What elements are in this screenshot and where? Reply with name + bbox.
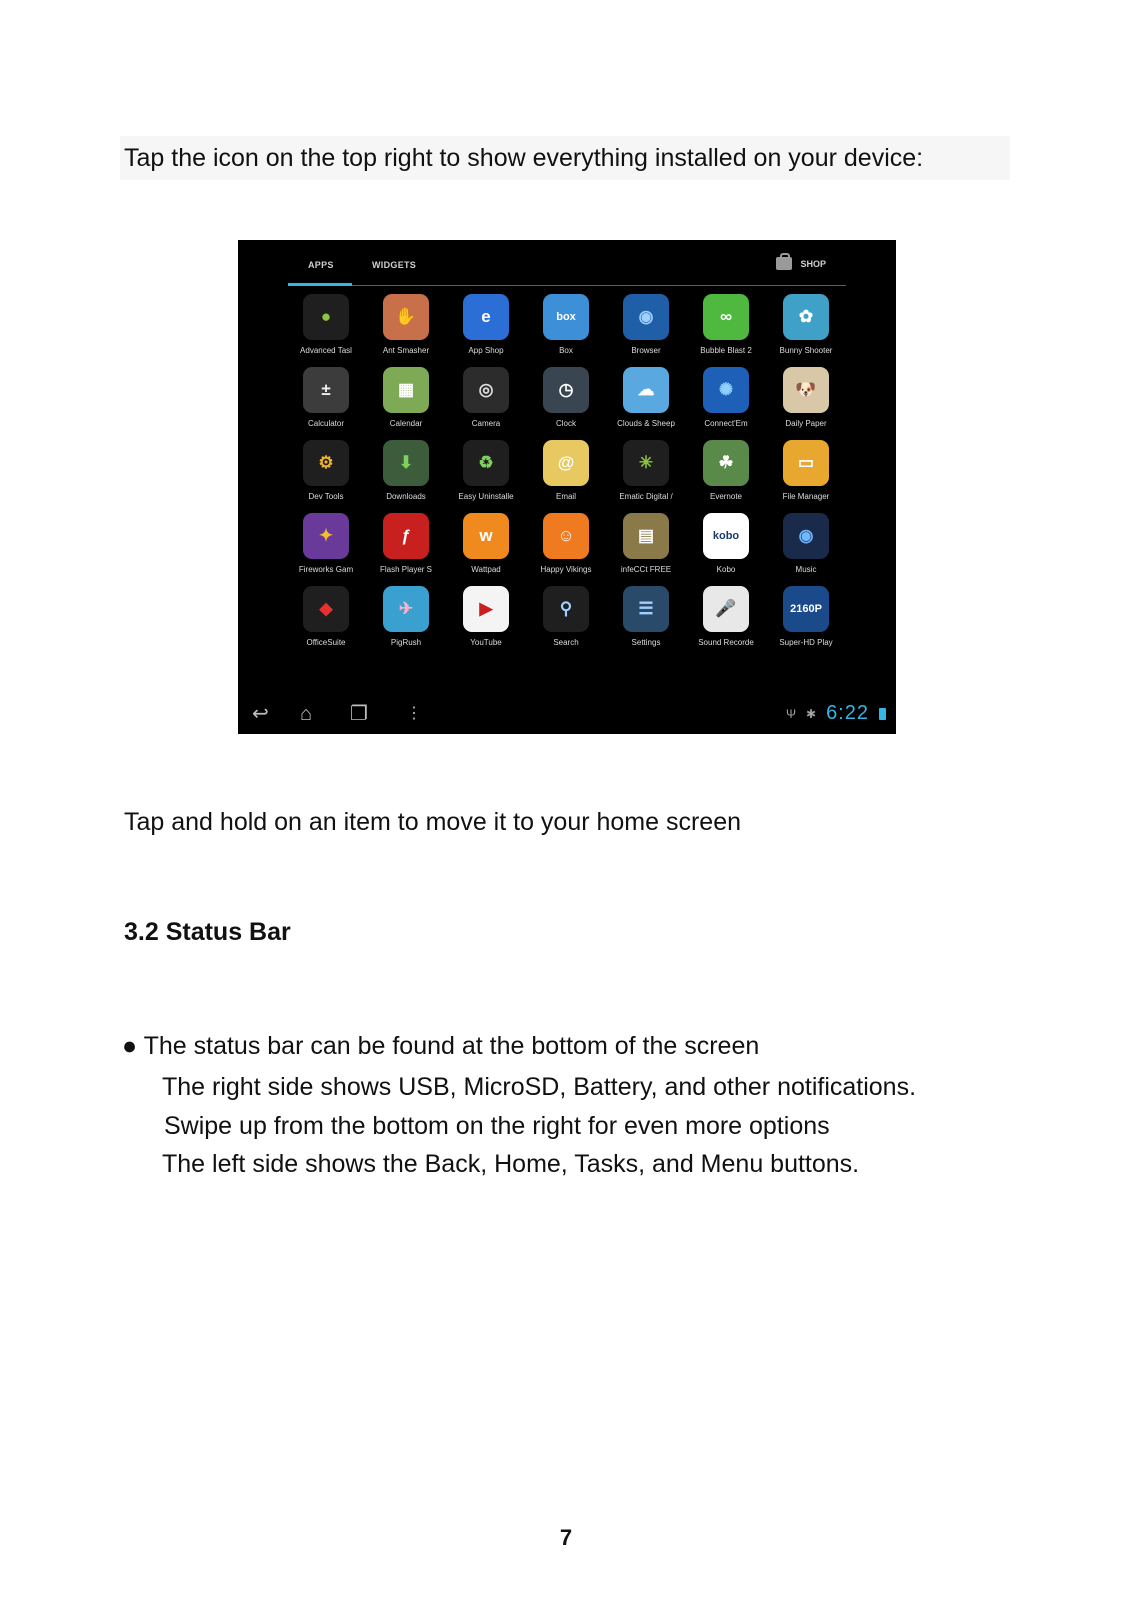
clapperboard-icon: 2160P	[783, 586, 829, 632]
hold-instruction: Tap and hold on an item to move it to your home screen	[124, 808, 742, 836]
intro-text: Tap the icon on the top right to show everything installed on your device:	[120, 136, 1010, 180]
flash-player-icon: ƒ	[383, 513, 429, 559]
app-label: Search	[553, 638, 579, 647]
search-icon: ⚲	[543, 586, 589, 632]
app-drawer-tabs	[288, 240, 846, 286]
app-label: Music	[795, 565, 817, 574]
app-label: Daily Paper	[785, 419, 827, 428]
globe-icon: ◉	[623, 294, 669, 340]
speaker-icon: ◉	[783, 513, 829, 559]
tab-apps[interactable]: APPS	[308, 260, 334, 270]
usb-icon: Ψ	[785, 706, 796, 721]
app-label: Wattpad	[471, 565, 501, 574]
status-clock: 6:22	[826, 702, 869, 724]
pig-rush-icon: ✈	[383, 586, 429, 632]
app-item[interactable]	[686, 294, 766, 367]
app-label: Clouds & Sheep	[617, 419, 675, 428]
app-label: Advanced Tasl	[300, 346, 352, 355]
app-item[interactable]	[526, 586, 606, 659]
app-item[interactable]	[606, 440, 686, 513]
app-label: Dev Tools	[308, 492, 344, 501]
back-icon[interactable]: ↩	[252, 703, 269, 725]
calendar-icon: ▦	[383, 367, 429, 413]
app-item[interactable]	[606, 586, 686, 659]
folder-icon: ▭	[783, 440, 829, 486]
app-item[interactable]	[606, 513, 686, 586]
app-item[interactable]	[686, 440, 766, 513]
app-item[interactable]	[366, 586, 446, 659]
app-label: Calendar	[389, 419, 423, 428]
ematic-icon: ✳	[623, 440, 669, 486]
app-label: Sound Recorde	[698, 638, 754, 647]
app-item[interactable]	[686, 586, 766, 659]
status-area[interactable]	[786, 702, 886, 725]
app-label: File Manager	[782, 492, 830, 501]
email-icon: @	[543, 440, 589, 486]
app-item[interactable]	[526, 294, 606, 367]
recycle-bin-icon: ♻	[463, 440, 509, 486]
app-label: Ematic Digital /	[619, 492, 673, 501]
app-item[interactable]	[686, 513, 766, 586]
fireworks-icon: ✦	[303, 513, 349, 559]
app-label: Clock	[555, 419, 576, 428]
youtube-icon: ▶	[463, 586, 509, 632]
app-drawer-screenshot	[238, 240, 896, 734]
app-item[interactable]	[446, 513, 526, 586]
app-label: Super-HD Play	[779, 638, 833, 647]
section-heading: 3.2 Status Bar	[124, 918, 291, 946]
app-label: OfficeSuite	[306, 638, 346, 647]
calculator-icon: ±	[303, 367, 349, 413]
menu-icon[interactable]: ⋮	[406, 705, 422, 722]
bubble-blast-icon: ∞	[703, 294, 749, 340]
app-label: Flash Player S	[379, 565, 433, 574]
app-label: Fireworks Gam	[298, 565, 354, 574]
connect-em-icon: ✺	[703, 367, 749, 413]
app-item[interactable]	[606, 294, 686, 367]
app-label: Evernote	[709, 492, 743, 501]
app-item[interactable]	[766, 367, 846, 440]
app-label: Easy Uninstalle	[458, 492, 514, 501]
shopping-bag-icon	[776, 257, 792, 270]
app-item[interactable]	[766, 294, 846, 367]
app-item[interactable]	[446, 367, 526, 440]
app-item[interactable]	[366, 367, 446, 440]
app-item[interactable]	[286, 294, 366, 367]
box-icon: box	[543, 294, 589, 340]
evernote-icon: ☘	[703, 440, 749, 486]
shop-button[interactable]	[776, 257, 826, 270]
app-item[interactable]	[366, 294, 446, 367]
settings-sliders-icon: ☰	[623, 586, 669, 632]
app-label: Connect'Em	[704, 419, 748, 428]
app-label: Box	[559, 346, 573, 355]
ant-smasher-icon: ✋	[383, 294, 429, 340]
app-label: Kobo	[716, 565, 736, 574]
app-item[interactable]	[446, 440, 526, 513]
app-label: Email	[555, 492, 576, 501]
app-item[interactable]	[446, 294, 526, 367]
app-label: Camera	[471, 419, 501, 428]
daily-paper-icon: 🐶	[783, 367, 829, 413]
office-suite-icon: ◆	[303, 586, 349, 632]
app-item[interactable]	[526, 440, 606, 513]
app-item[interactable]	[526, 513, 606, 586]
app-item[interactable]	[766, 513, 846, 586]
app-label: App Shop	[468, 346, 504, 355]
app-shop-icon: e	[463, 294, 509, 340]
app-item[interactable]	[366, 513, 446, 586]
bullet-main: ● The status bar can be found at the bottom of the screen	[122, 1032, 760, 1060]
app-item[interactable]	[286, 513, 366, 586]
clouds-sheep-icon: ☁	[623, 367, 669, 413]
happy-vikings-icon: ☺	[543, 513, 589, 559]
app-label: Happy Vikings	[540, 565, 592, 574]
infecct-icon: ▤	[623, 513, 669, 559]
app-item[interactable]	[766, 586, 846, 659]
kobo-icon: kobo	[703, 513, 749, 559]
app-label: Downloads	[386, 492, 426, 501]
shop-label: SHOP	[800, 258, 826, 269]
app-item[interactable]	[286, 586, 366, 659]
system-navigation-bar	[238, 694, 896, 734]
app-grid	[286, 294, 846, 659]
page-number: 7	[559, 1525, 573, 1550]
app-label: Bubble Blast 2	[700, 346, 752, 355]
bullet-line: The left side shows the Back, Home, Tasks, and Menu buttons.	[162, 1150, 860, 1178]
app-label: YouTube	[470, 638, 502, 647]
home-icon[interactable]: ⌂	[300, 703, 313, 725]
app-item[interactable]	[286, 440, 366, 513]
app-item[interactable]	[766, 440, 846, 513]
microphone-icon: 🎤	[703, 586, 749, 632]
app-label: Settings	[631, 638, 661, 647]
app-label: Ant Smasher	[382, 346, 430, 355]
app-label: infeCCt FREE	[620, 565, 672, 574]
app-item[interactable]	[446, 586, 526, 659]
clock-icon: ◷	[543, 367, 589, 413]
bullet-line: The right side shows USB, MicroSD, Battery, and other notifications.	[162, 1073, 917, 1101]
download-icon: ⬇	[383, 440, 429, 486]
android-robot-icon: ●	[303, 294, 349, 340]
recent-tasks-icon[interactable]: ❐	[350, 703, 368, 725]
app-item[interactable]	[526, 367, 606, 440]
app-item[interactable]	[366, 440, 446, 513]
wattpad-icon: w	[463, 513, 509, 559]
app-label: Browser	[631, 346, 661, 355]
android-debug-icon: ✱	[806, 706, 817, 721]
app-item[interactable]	[606, 367, 686, 440]
app-item[interactable]	[286, 367, 366, 440]
app-label: Calculator	[307, 419, 344, 428]
tab-widgets[interactable]: WIDGETS	[372, 260, 417, 270]
camera-icon: ◎	[463, 367, 509, 413]
gear-icon: ⚙	[303, 440, 349, 486]
app-item[interactable]	[686, 367, 766, 440]
bullet-line: Swipe up from the bottom on the right for even more options	[164, 1112, 830, 1140]
bunny-shooter-icon: ✿	[783, 294, 829, 340]
app-label: Bunny Shooter	[779, 346, 833, 355]
app-label: PigRush	[390, 638, 422, 647]
battery-icon	[879, 708, 886, 720]
